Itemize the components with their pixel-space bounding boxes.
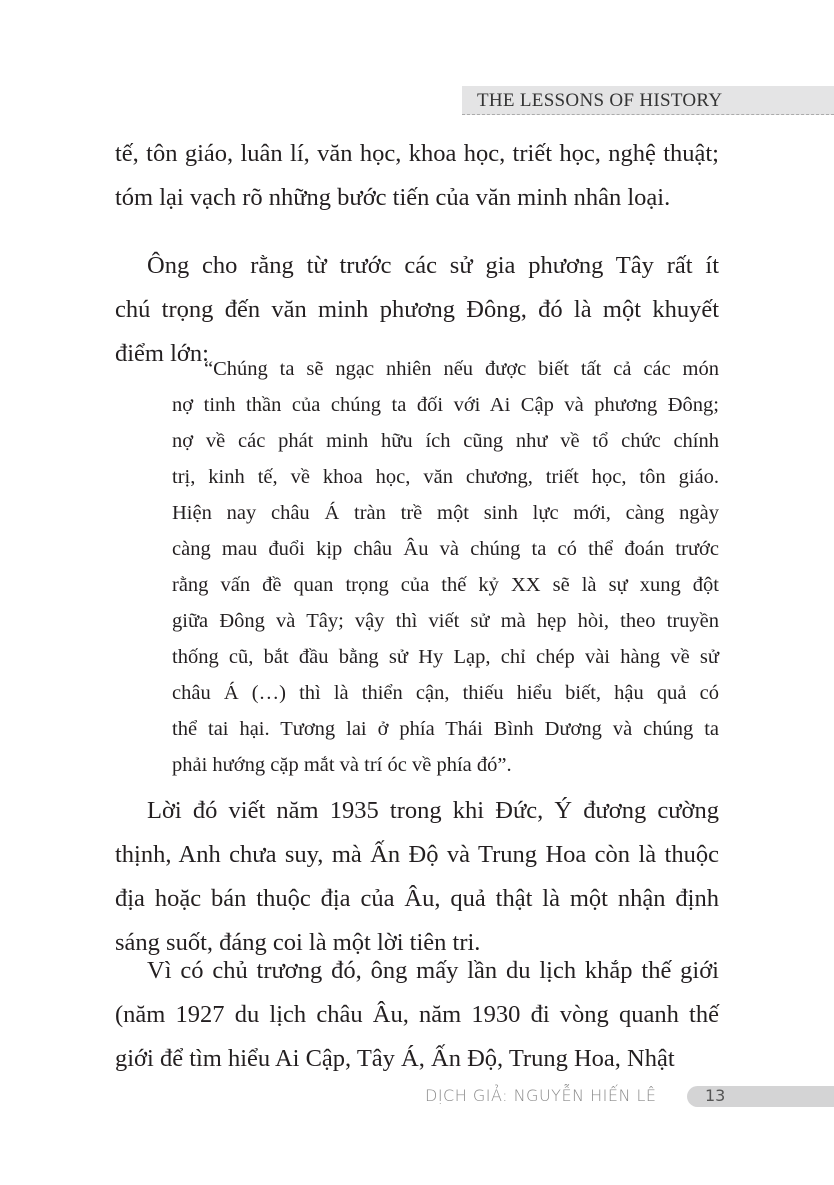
paragraph-line: Ông cho rằng từ trước các sử gia phương Tây rất ít <box>147 252 719 279</box>
paragraph-line: điểm lớn: <box>115 340 209 367</box>
paragraph-line: Lời đó viết năm 1935 trong khi Đức, Ý đương cường <box>147 797 719 824</box>
quote-line: thống cũ, bắt đầu bằng sử Hy Lạp, chỉ chép vài hàng về sử <box>172 646 719 668</box>
running-title: THE LESSONS OF HISTORY <box>477 90 723 111</box>
quote-line: phải hướng cặp mắt và trí óc về phía đó”. <box>172 754 512 776</box>
quote-line: Hiện nay châu Á tràn trề một sinh lực mới, càng ngày <box>172 502 719 524</box>
running-header <box>462 86 834 115</box>
quote-line: rằng vấn đề quan trọng của thế kỷ XX sẽ là sự xung đột <box>172 574 719 596</box>
paragraph-line: thịnh, Anh chưa suy, mà Ấn Độ và Trung Hoa còn là thuộc <box>115 841 719 868</box>
quote-line: “Chúng ta sẽ ngạc nhiên nếu được biết tất cả các món <box>204 358 719 380</box>
quote-line: nợ tinh thần của chúng ta đối với Ai Cập và phương Đông; <box>172 394 719 416</box>
paragraph-line: giới để tìm hiểu Ai Cập, Tây Á, Ấn Độ, Trung Hoa, Nhật <box>115 1045 675 1072</box>
quote-line: thể tai hại. Tương lai ở phía Thái Bình Dương và chúng ta <box>172 718 719 740</box>
quote-line: càng mau đuổi kịp châu Âu và chúng ta có thể đoán trước <box>172 538 719 560</box>
page-number: 13 <box>705 1086 726 1105</box>
footer-author: DỊCH GIẢ: NGUYỄN HIẾN LÊ <box>425 1086 657 1105</box>
paragraph-line: sáng suốt, đáng coi là một lời tiên tri. <box>115 929 481 956</box>
paragraph-line: tóm lại vạch rõ những bước tiến của văn minh nhân loại. <box>115 184 671 211</box>
quote-line: châu Á (…) thì là thiển cận, thiếu hiểu biết, hậu quả có <box>172 682 719 704</box>
paragraph-line: tế, tôn giáo, luân lí, văn học, khoa học, triết học, nghệ thuật; <box>115 140 719 167</box>
paragraph-line: Vì có chủ trương đó, ông mấy lần du lịch khắp thế giới <box>147 957 719 984</box>
page-number-tab <box>687 1086 834 1107</box>
paragraph-line: địa hoặc bán thuộc địa của Âu, quả thật là một nhận định <box>115 885 719 912</box>
quote-line: trị, kinh tế, về khoa học, văn chương, triết học, tôn giáo. <box>172 466 719 488</box>
paragraph-line: (năm 1927 du lịch châu Âu, năm 1930 đi vòng quanh thế <box>115 1001 719 1028</box>
quote-line: giữa Đông và Tây; vậy thì viết sử mà hẹp hòi, theo truyền <box>172 610 719 632</box>
quote-line: nợ về các phát minh hữu ích cũng như về tổ chức chính <box>172 430 719 452</box>
paragraph-line: chú trọng đến văn minh phương Đông, đó là một khuyết <box>115 296 719 323</box>
